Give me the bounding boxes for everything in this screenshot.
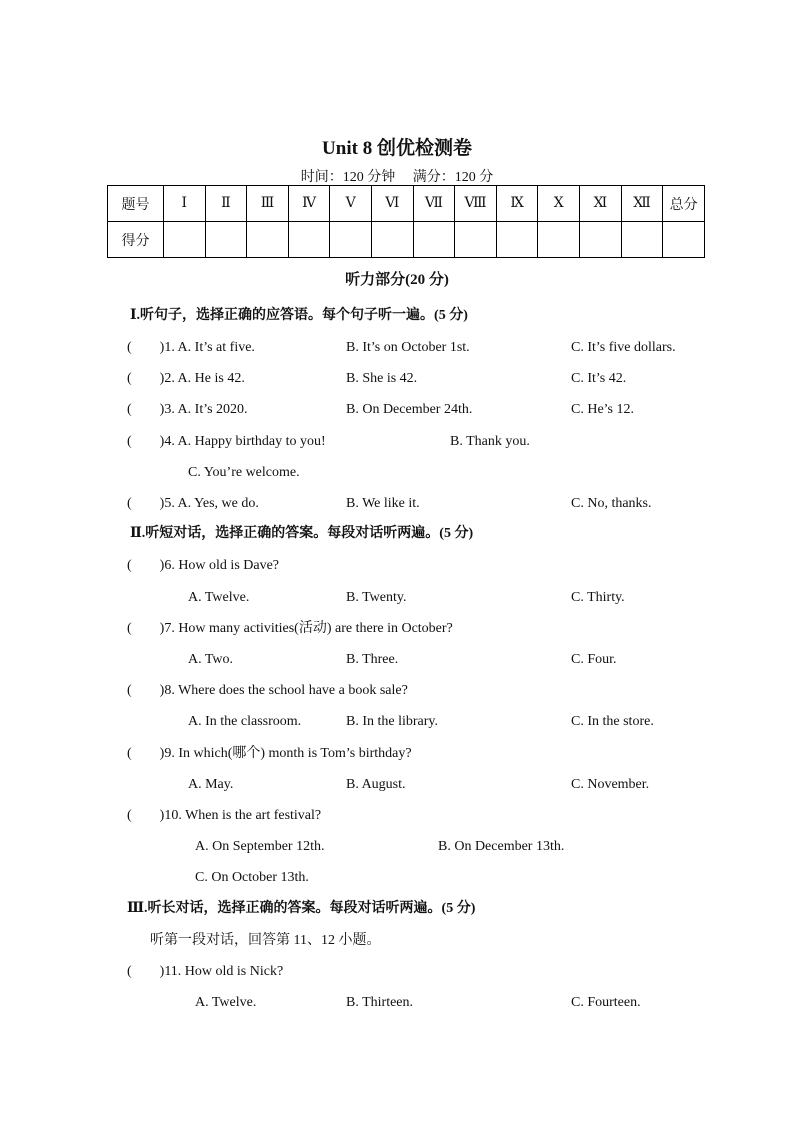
score-cell-total[interactable] bbox=[663, 222, 705, 258]
q8-option-c: C. In the store. bbox=[571, 714, 654, 729]
header-cell: Ⅷ bbox=[455, 186, 497, 222]
score-cell[interactable] bbox=[413, 222, 455, 258]
q9-stem: ( )9. In which(哪个) month is Tom’s birthday? bbox=[127, 746, 412, 761]
q11-stem: ( )11. How old is Nick? bbox=[127, 964, 284, 979]
q1-stem: ( )1. A. It’s at five. bbox=[127, 340, 255, 355]
q4-option-c: C. You’re welcome. bbox=[188, 465, 300, 480]
q3-option-b: B. On December 24th. bbox=[346, 402, 473, 417]
q7-option-a: A. Two. bbox=[188, 652, 234, 667]
q6-option-a: A. Twelve. bbox=[188, 590, 250, 605]
q2-option-b: B. She is 42. bbox=[346, 371, 418, 386]
q5-option-c: C. No, thanks. bbox=[571, 496, 652, 511]
q7-stem: ( )7. How many activities(活动) are there in October? bbox=[127, 621, 453, 636]
q3-stem: ( )3. A. It’s 2020. bbox=[127, 402, 248, 417]
score-cell[interactable] bbox=[330, 222, 372, 258]
q9-option-b: B. August. bbox=[346, 777, 406, 792]
header-cell-label: 题号 bbox=[108, 186, 164, 222]
q4-option-b: B. Thank you. bbox=[450, 434, 530, 449]
score-cell[interactable] bbox=[455, 222, 497, 258]
score-table-header-row bbox=[108, 186, 705, 222]
header-cell: Ⅸ bbox=[496, 186, 538, 222]
part3-heading: Ⅲ.听长对话，选择正确的答案。每段对话听两遍。(5 分) bbox=[127, 901, 476, 916]
score-cell[interactable] bbox=[538, 222, 580, 258]
q5-stem: ( )5. A. Yes, we do. bbox=[127, 496, 259, 511]
score-cell[interactable] bbox=[372, 222, 414, 258]
q2-option-c: C. It’s 42. bbox=[571, 371, 627, 386]
score-cell[interactable] bbox=[580, 222, 622, 258]
header-cell: Ⅵ bbox=[372, 186, 414, 222]
q10-option-a: A. On September 12th. bbox=[195, 839, 325, 854]
q9-option-a: A. May. bbox=[188, 777, 234, 792]
page-title: Unit 8 创优检测卷 bbox=[322, 138, 472, 159]
q10-option-b: B. On December 13th. bbox=[438, 839, 565, 854]
q6-option-b: B. Twenty. bbox=[346, 590, 407, 605]
score-cell[interactable] bbox=[621, 222, 663, 258]
q5-option-b: B. We like it. bbox=[346, 496, 420, 511]
part3-intro: 听第一段对话，回答第 11、12 小题。 bbox=[150, 933, 381, 948]
q9-option-c: C. November. bbox=[571, 777, 650, 792]
header-cell: Ⅻ bbox=[621, 186, 663, 222]
score-cell[interactable] bbox=[164, 222, 206, 258]
q4-stem: ( )4. A. Happy birthday to you! bbox=[127, 434, 326, 449]
header-cell: Ⅶ bbox=[413, 186, 455, 222]
score-table-score-row bbox=[108, 222, 705, 258]
header-cell: Ⅱ bbox=[205, 186, 247, 222]
header-cell-total: 总分 bbox=[663, 186, 705, 222]
q11-option-a: A. Twelve. bbox=[195, 995, 257, 1010]
header-cell: Ⅹ bbox=[538, 186, 580, 222]
score-row-label: 得分 bbox=[108, 222, 164, 258]
q1-option-c: C. It’s five dollars. bbox=[571, 340, 676, 355]
score-cell[interactable] bbox=[247, 222, 289, 258]
q2-stem: ( )2. A. He is 42. bbox=[127, 371, 245, 386]
q6-stem: ( )6. How old is Dave? bbox=[127, 558, 280, 573]
q11-option-b: B. Thirteen. bbox=[346, 995, 414, 1010]
q8-option-b: B. In the library. bbox=[346, 714, 439, 729]
listening-section-title: 听力部分(20 分) bbox=[345, 272, 449, 288]
q1-option-b: B. It’s on October 1st. bbox=[346, 340, 470, 355]
part2-heading: Ⅱ.听短对话，选择正确的答案。每段对话听两遍。(5 分) bbox=[130, 526, 474, 541]
header-cell: Ⅰ bbox=[164, 186, 206, 222]
q3-option-c: C. He’s 12. bbox=[571, 402, 634, 417]
exam-time-score: 时间：120 分钟 满分：120 分 bbox=[300, 170, 494, 185]
q10-stem: ( )10. When is the art festival? bbox=[127, 808, 322, 823]
score-cell[interactable] bbox=[496, 222, 538, 258]
header-cell: Ⅺ bbox=[580, 186, 622, 222]
q10-option-c: C. On October 13th. bbox=[195, 870, 309, 885]
header-cell: Ⅲ bbox=[247, 186, 289, 222]
score-table bbox=[107, 185, 705, 258]
header-cell: Ⅴ bbox=[330, 186, 372, 222]
header-cell: Ⅳ bbox=[288, 186, 330, 222]
q11-option-c: C. Fourteen. bbox=[571, 995, 641, 1010]
q8-option-a: A. In the classroom. bbox=[188, 714, 302, 729]
q7-option-c: C. Four. bbox=[571, 652, 617, 667]
q8-stem: ( )8. Where does the school have a book sale? bbox=[127, 683, 408, 698]
q6-option-c: C. Thirty. bbox=[571, 590, 625, 605]
part1-heading: Ⅰ.听句子，选择正确的应答语。每个句子听一遍。(5 分) bbox=[130, 308, 468, 323]
score-cell[interactable] bbox=[288, 222, 330, 258]
q7-option-b: B. Three. bbox=[346, 652, 399, 667]
score-cell[interactable] bbox=[205, 222, 247, 258]
